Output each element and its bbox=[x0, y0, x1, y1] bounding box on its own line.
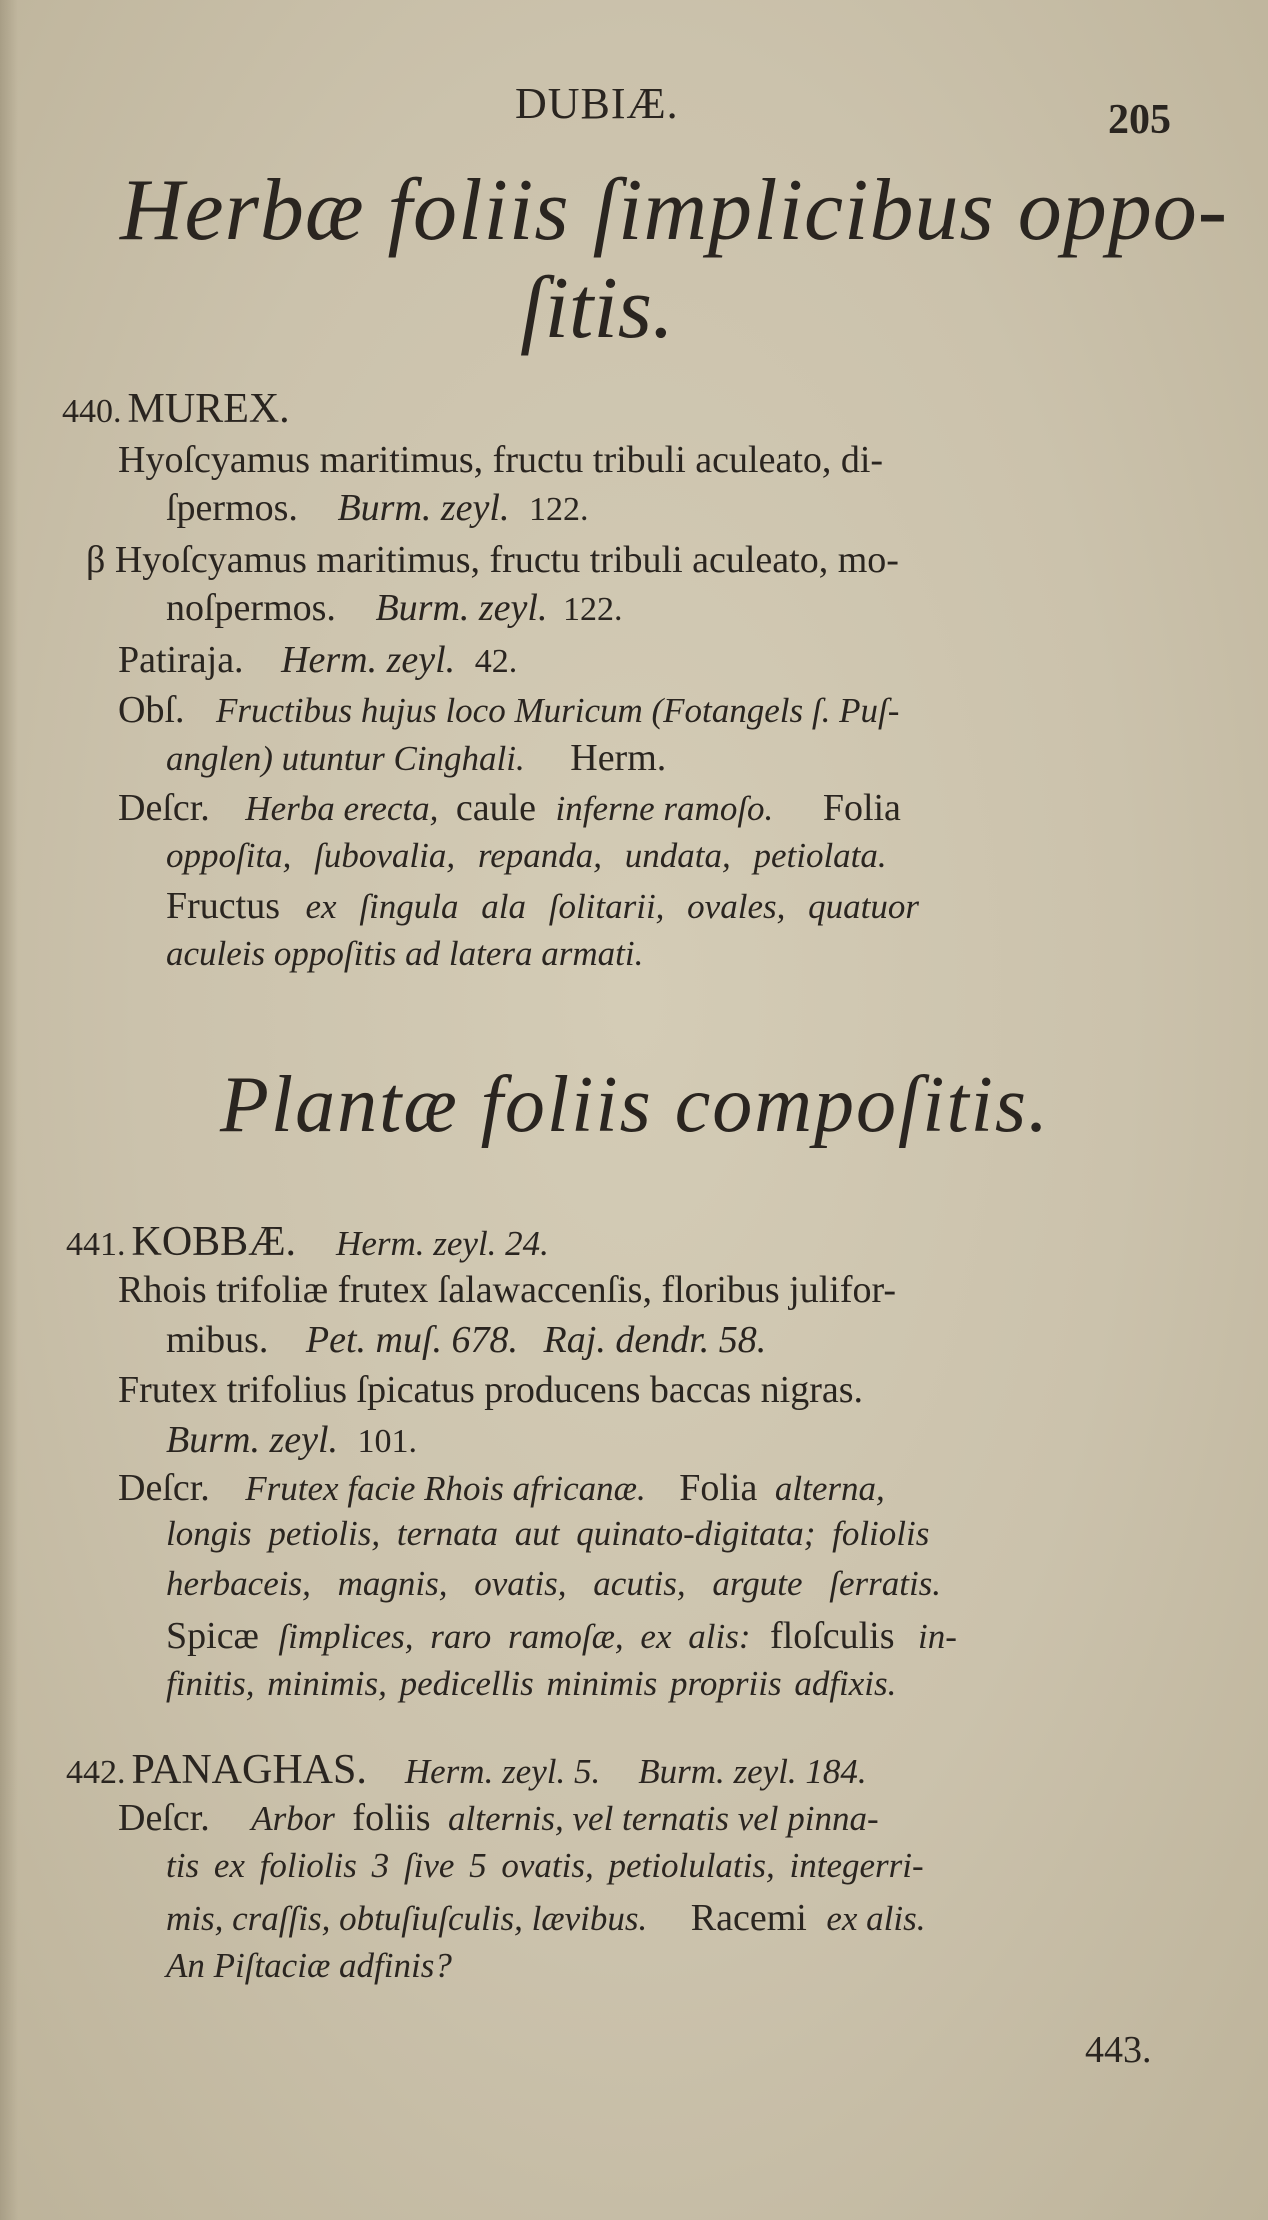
description-line-end: An Piſtaciæ adfinis? bbox=[166, 1946, 452, 1985]
text: alterna, bbox=[774, 1469, 885, 1508]
reference-page: 122. bbox=[562, 591, 623, 628]
reference-page: 101. bbox=[357, 1423, 418, 1460]
entry-number: 442. bbox=[66, 1754, 126, 1791]
spine-shadow bbox=[0, 0, 18, 2220]
reference: Herm. zeyl. 24. bbox=[336, 1224, 549, 1263]
vernacular-line bbox=[118, 638, 517, 682]
entry-440-heading bbox=[62, 385, 290, 433]
synonym-line-cont bbox=[166, 1418, 417, 1462]
variety-line-cont bbox=[166, 586, 622, 630]
reference: Burm. zeyl. bbox=[337, 487, 510, 529]
label: Deſcr. bbox=[118, 1797, 210, 1839]
entry-number: 440. bbox=[62, 393, 122, 430]
reference-page: 42. bbox=[474, 643, 518, 680]
text: Spicæ bbox=[166, 1615, 259, 1657]
text: Herba erecta, bbox=[245, 789, 439, 828]
label: Obſ. bbox=[118, 689, 185, 731]
entry-name: KOBBÆ. bbox=[131, 1219, 297, 1265]
entry-442-heading bbox=[66, 1746, 867, 1794]
section-heading: Plantæ foliis compoſitis. bbox=[220, 1061, 1051, 1149]
section-heading-continuation: ſitis. bbox=[520, 260, 675, 357]
text: Patiraja. bbox=[118, 639, 244, 681]
text: foliis bbox=[352, 1797, 431, 1839]
description-line-cont bbox=[166, 1896, 925, 1940]
description-line-cont: longis petiolis, ternata aut quinato-digitata; foliolis bbox=[166, 1514, 930, 1553]
text: ex ſingula ala ſolitarii, ovales, quatuor bbox=[305, 887, 919, 926]
text: mis, craſſis, obtuſiuſculis, lævibus. bbox=[166, 1899, 648, 1938]
description-line bbox=[118, 1466, 885, 1510]
text: Folia bbox=[679, 1467, 758, 1509]
text: Frutex facie Rhois africanæ. bbox=[245, 1469, 646, 1508]
description-line-cont: tis ex foliolis 3 ſive 5 ovatis, petiolulatis, integerri- bbox=[166, 1846, 924, 1885]
text: ſpermos. bbox=[166, 487, 298, 529]
description-line-cont bbox=[166, 884, 919, 928]
synonym-line-cont bbox=[166, 486, 588, 530]
text: Fructus bbox=[166, 885, 280, 927]
reference: Pet. muſ. 678. bbox=[305, 1319, 519, 1361]
text: alternis, vel ternatis vel pinna- bbox=[448, 1799, 879, 1838]
synonym-line-cont bbox=[166, 1318, 766, 1362]
description-line bbox=[118, 1796, 879, 1840]
description-line-cont: herbaceis, magnis, ovatis, acutis, argute ſerratis. bbox=[166, 1564, 942, 1603]
reference: Herm. zeyl. 5. bbox=[404, 1752, 601, 1791]
text: ſimplices, raro ramoſæ, ex alis: bbox=[278, 1617, 751, 1656]
synonym-line: Hyoſcyamus maritimus, fructu tribuli aculeato, di- bbox=[118, 439, 884, 481]
text: noſpermos. bbox=[166, 587, 336, 629]
label: Deſcr. bbox=[118, 1467, 210, 1509]
synonym-line: Rhois trifoliæ frutex ſalawaccenſis, floribus julifor- bbox=[118, 1269, 897, 1311]
text: Racemi bbox=[690, 1897, 807, 1939]
synonym-line: Frutex trifolius ſpicatus producens baccas nigras. bbox=[118, 1369, 864, 1411]
variety-line: β Hyoſcyamus maritimus, fructu tribuli aculeato, mo- bbox=[86, 539, 899, 581]
text: in- bbox=[918, 1617, 957, 1656]
observation-line-cont bbox=[166, 736, 666, 780]
text: anglen) utuntur Cinghali. bbox=[166, 739, 525, 778]
text: Fructibus hujus loco Muricum (Fotangels ſ. Puſ- bbox=[216, 691, 900, 730]
reference: Burm. zeyl. bbox=[166, 1419, 339, 1461]
description-line-cont bbox=[166, 1614, 957, 1658]
description-line-end: finitis, minimis, pedicellis minimis propriis adfixis. bbox=[166, 1664, 897, 1703]
entry-441-heading bbox=[66, 1218, 549, 1266]
page-number: 205 bbox=[1108, 97, 1171, 143]
entry-name: PANAGHAS. bbox=[131, 1747, 367, 1793]
label: Deſcr. bbox=[118, 787, 210, 829]
running-head: DUBIÆ. bbox=[515, 79, 679, 128]
description-line bbox=[118, 786, 901, 830]
reference: Raj. dendr. 58. bbox=[543, 1319, 767, 1361]
text: caule bbox=[455, 787, 537, 829]
reference: Herm. bbox=[570, 737, 667, 779]
description-line-end: aculeis oppoſitis ad latera armati. bbox=[166, 934, 644, 973]
reference: Herm. zeyl. bbox=[281, 639, 456, 681]
text: Arbor bbox=[251, 1799, 335, 1838]
text: mibus. bbox=[166, 1319, 269, 1361]
entry-number: 441. bbox=[66, 1226, 126, 1263]
text: ex alis. bbox=[826, 1899, 926, 1938]
entry-name: MUREX. bbox=[127, 386, 290, 432]
text: inferne ramoſo. bbox=[555, 789, 774, 828]
section-heading: Herbæ foliis ſimplicibus oppo- bbox=[120, 162, 1228, 259]
reference-page: 122. bbox=[528, 491, 589, 528]
reference: Burm. zeyl. 184. bbox=[638, 1752, 867, 1791]
observation-line bbox=[118, 688, 899, 732]
reference: Burm. zeyl. bbox=[375, 587, 548, 629]
catchword: 443. bbox=[1085, 2029, 1152, 2071]
description-line-cont: oppoſita, ſubovalia, repanda, undata, petiolata. bbox=[166, 836, 887, 875]
text: floſculis bbox=[769, 1615, 895, 1657]
text: Folia bbox=[822, 787, 901, 829]
